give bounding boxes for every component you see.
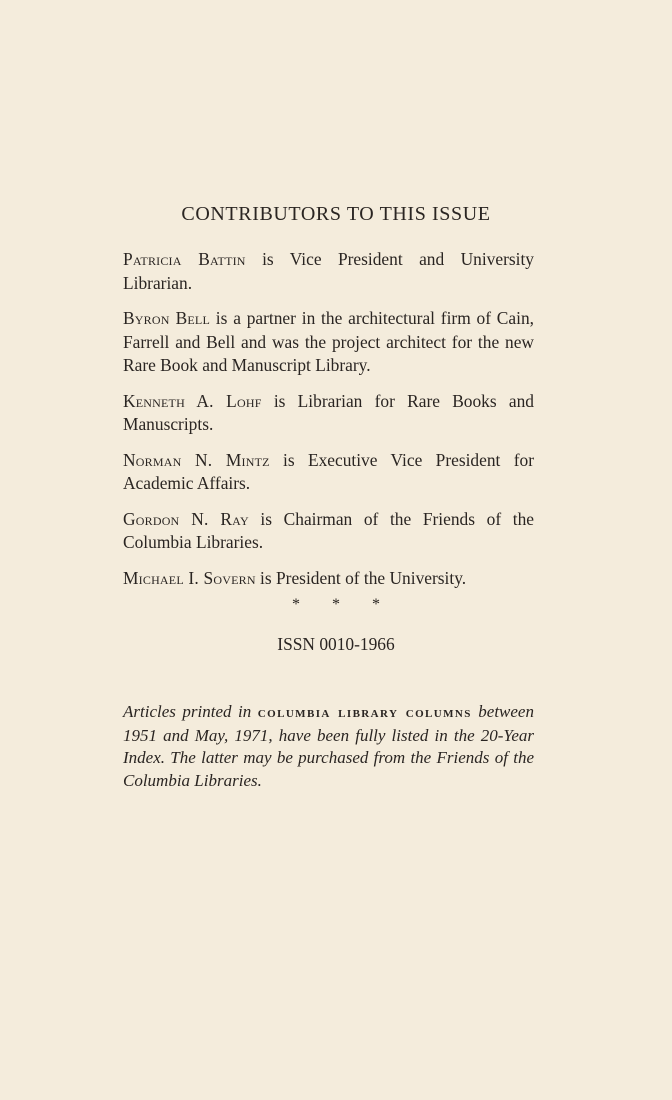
contributor-entry [123,390,534,437]
contributor-name: Michael I. Sovern [123,567,256,588]
contributor-entry [123,449,534,496]
note-text-start: Articles printed in [123,702,258,721]
contributor-entry [123,567,534,591]
note-text-end: between 1951 and May, 1971, have been fully listed in the 20-Year Index. The latter may be purchased from the Friends of the Columbia Libraries. [123,702,534,790]
issn-line [0,634,672,655]
page-title: CONTRIBUTORS TO THIS ISSUE [181,203,491,225]
contributor-name: Kenneth A. Lohf [123,390,262,411]
publication-name: columbia library columns [257,705,472,721]
contributor-description: is a partner in the architectural firm of Cain, Farrell and Bell and was the project architect for the new Rare Book and Manuscript Library. [123,308,534,375]
contributor-name: Norman N. Mintz [123,449,270,470]
contributor-description: is President of the University. [255,567,467,588]
contributor-name: Patricia Battin [123,249,246,269]
contributor-description: is Vice President and University Librarian. [123,249,535,293]
issn-number: 0010-1966 [319,634,395,654]
contributor-name: Byron Bell [123,308,210,328]
contributors-list [123,248,534,602]
contributor-description: is Executive Vice President for Academic Affairs. [123,449,534,493]
section-separator: * * * [292,596,380,613]
contributor-description: is Chairman of the Friends of the Columbia Libraries. [123,508,534,552]
issn-label: ISSN [277,634,315,654]
contributor-entry [123,508,534,555]
contributor-description: is Librarian for Rare Books and Manuscripts. [123,390,534,434]
contributor-name: Gordon N. Ray [123,508,249,529]
index-note [123,701,534,792]
contributor-entry [123,307,534,378]
contributor-entry [123,248,534,295]
